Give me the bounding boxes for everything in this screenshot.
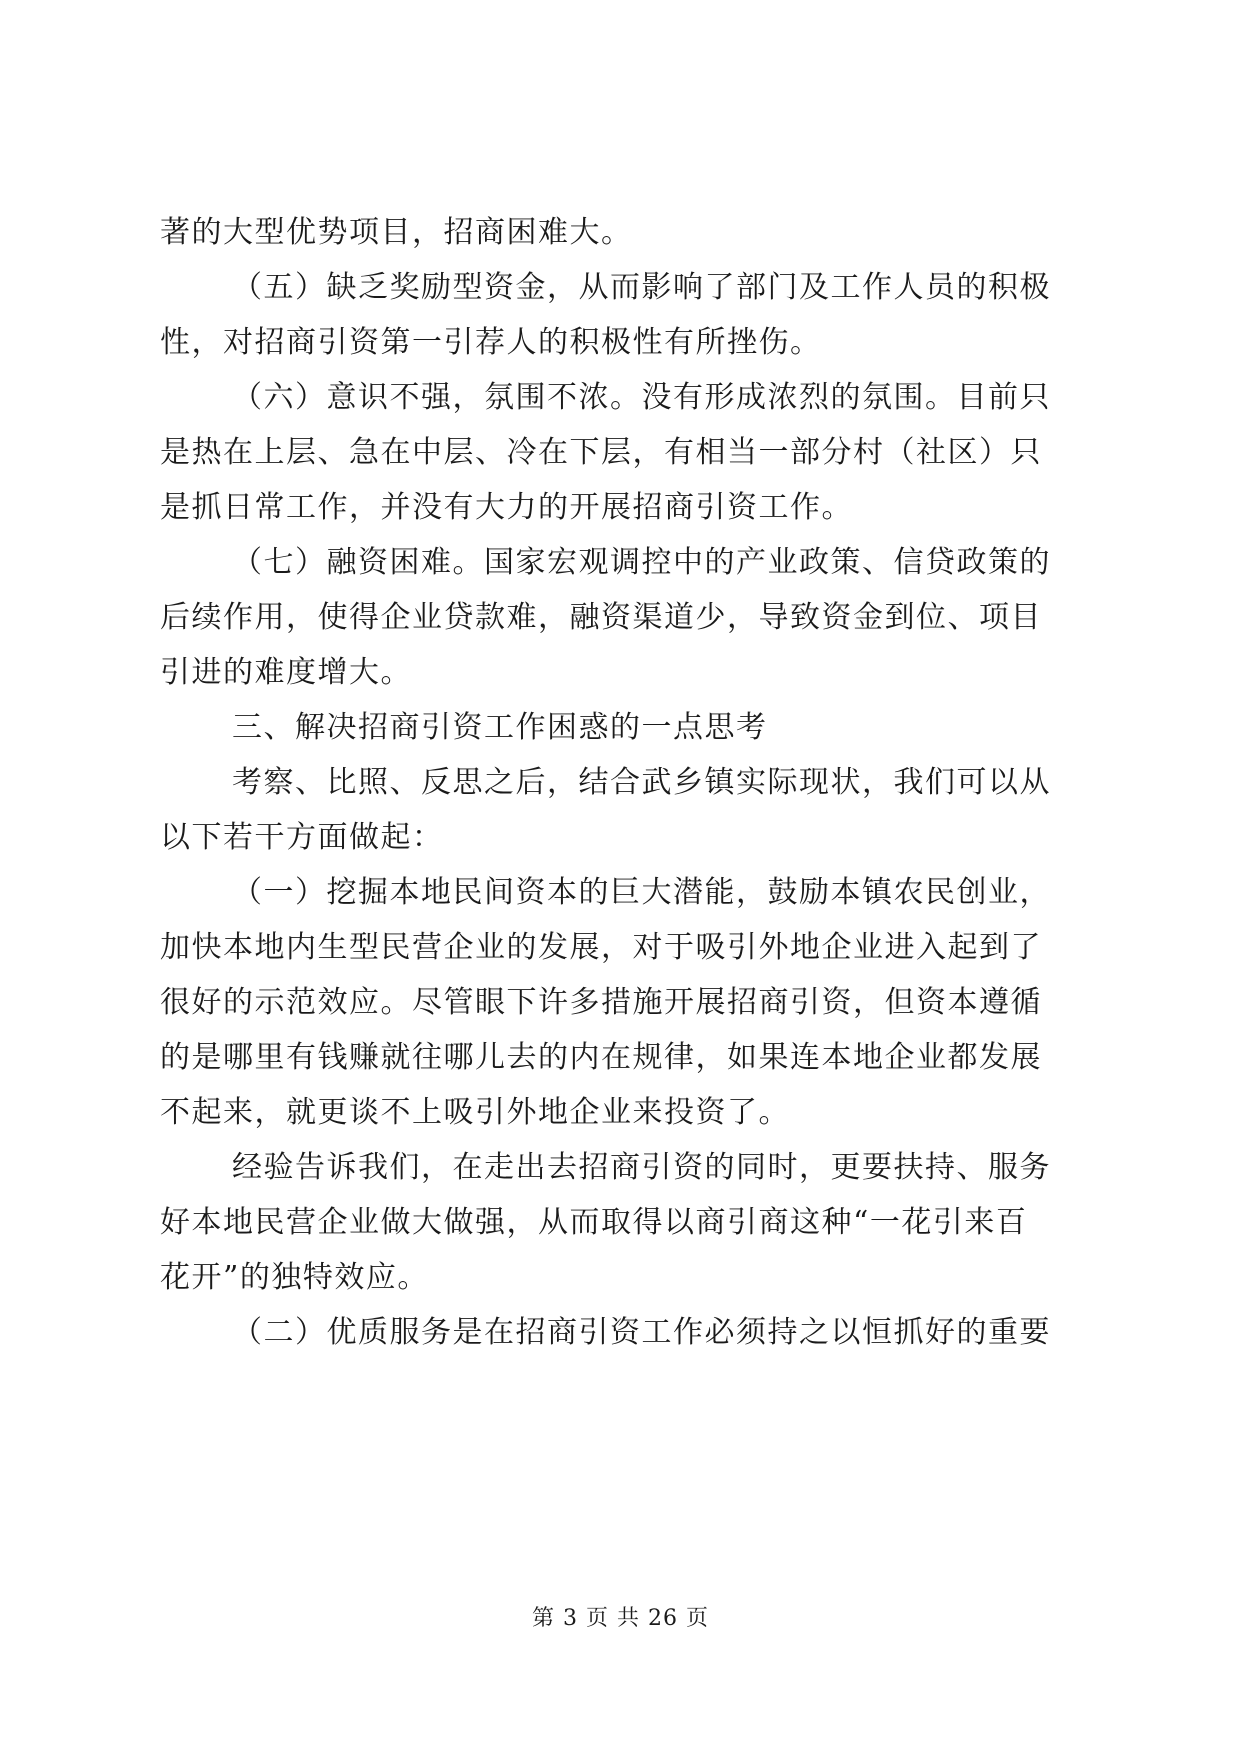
paragraph-line: 的是哪里有钱赚就往哪儿去的内在规律，如果连本地企业都发展 bbox=[160, 1040, 1042, 1075]
paragraph-line: 以下若干方面做起： bbox=[160, 820, 444, 855]
paragraph-line: 性，对招商引资第一引荐人的积极性有所挫伤。 bbox=[160, 325, 822, 360]
paragraph-line: 好本地民营企业做大做强，从而取得以商引商这种“一花引来百 bbox=[160, 1205, 1028, 1240]
paragraph-line: 是热在上层、急在中层、冷在下层，有相当一部分村（社区）只 bbox=[160, 435, 1042, 470]
paragraph-line: 经验告诉我们，在走出去招商引资的同时，更要扶持、服务 bbox=[232, 1150, 1051, 1185]
paragraph-line: 著的大型优势项目，招商困难大。 bbox=[160, 215, 633, 250]
paragraph-line: 很好的示范效应。尽管眼下许多措施开展招商引资，但资本遵循 bbox=[160, 985, 1042, 1020]
paragraph-line: 后续作用，使得企业贷款难，融资渠道少，导致资金到位、项目 bbox=[160, 600, 1042, 635]
paragraph-line: 是抓日常工作，并没有大力的开展招商引资工作。 bbox=[160, 490, 853, 525]
paragraph-line: （七）融资困难。国家宏观调控中的产业政策、信贷政策的 bbox=[232, 545, 1051, 580]
paragraph-line: 花开”的独特效应。 bbox=[160, 1260, 429, 1295]
paragraph-line: （二）优质服务是在招商引资工作必须持之以恒抓好的重要 bbox=[232, 1315, 1051, 1350]
paragraph-line: 考察、比照、反思之后，结合武乡镇实际现状，我们可以从 bbox=[232, 765, 1051, 800]
page-number-footer: 第 3 页 共 26 页 bbox=[532, 1606, 709, 1631]
paragraph-line: （一）挖掘本地民间资本的巨大潜能，鼓励本镇农民创业， bbox=[232, 875, 1051, 910]
paragraph-line: 不起来，就更谈不上吸引外地企业来投资了。 bbox=[160, 1095, 790, 1130]
paragraph-line: （五）缺乏奖励型资金，从而影响了部门及工作人员的积极 bbox=[232, 270, 1051, 305]
paragraph-line: 引进的难度增大。 bbox=[160, 655, 412, 690]
section-heading: 三、解决招商引资工作困惑的一点思考 bbox=[232, 710, 768, 745]
paragraph-line: （六）意识不强，氛围不浓。没有形成浓烈的氛围。目前只 bbox=[232, 380, 1051, 415]
paragraph-line: 加快本地内生型民营企业的发展，对于吸引外地企业进入起到了 bbox=[160, 930, 1042, 965]
